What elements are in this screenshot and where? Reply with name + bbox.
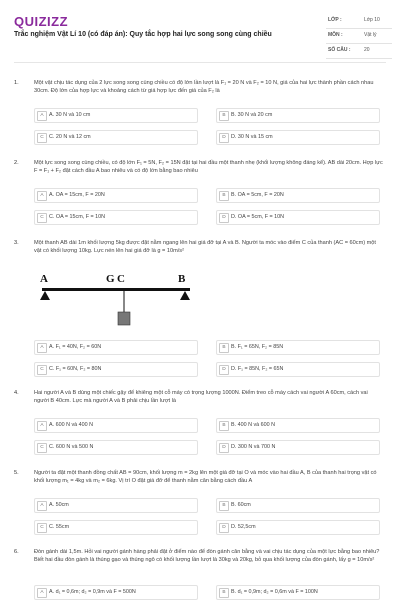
option-b[interactable]: [216, 340, 380, 355]
info-value: Vật lý: [364, 32, 377, 38]
option-label: A. 30 N và 10 cm: [49, 112, 91, 118]
option-label: A. F₁ = 40N, F₂ = 60N: [49, 344, 102, 350]
option-label: B. 400 N và 600 N: [231, 422, 276, 428]
option-key: B: [219, 191, 229, 201]
label-c: C: [117, 273, 125, 285]
info-count: [326, 44, 392, 59]
option-d[interactable]: [216, 210, 380, 225]
question-number: 5.: [14, 470, 19, 476]
option-key: C: [37, 443, 47, 453]
option-label: D. 300 N và 700 N: [231, 444, 276, 450]
option-key: A: [37, 111, 47, 121]
option-label: D. 30 N và 15 cm: [231, 134, 273, 140]
option-a[interactable]: [34, 498, 198, 513]
option-label: B. 60cm: [231, 502, 251, 508]
option-key: A: [37, 191, 47, 201]
info-label: LỚP :: [328, 17, 342, 23]
option-a[interactable]: [34, 340, 198, 355]
page-title: Trắc nghiệm Vật Lí 10 (có đáp án): Quy tắc hợp hai lực song song cùng chiều: [14, 31, 272, 38]
question-number: 3.: [14, 240, 19, 246]
option-b[interactable]: [216, 418, 380, 433]
option-b[interactable]: [216, 188, 380, 203]
info-class: [326, 14, 392, 29]
option-key: B: [219, 111, 229, 121]
label-b: B: [178, 273, 186, 285]
option-key: C: [37, 365, 47, 375]
option-label: B. d₁ = 0,9m; d₂ = 0,6m và F = 100N: [231, 589, 318, 595]
option-key: D: [219, 443, 229, 453]
divider: [14, 62, 386, 63]
beam-diagram: [38, 268, 198, 330]
option-label: A. 600 N và 400 N: [49, 422, 94, 428]
info-value: Lớp 10: [364, 17, 380, 23]
option-key: B: [219, 343, 229, 353]
support-b: [180, 291, 190, 300]
option-key: D: [219, 213, 229, 223]
option-c[interactable]: [34, 130, 198, 145]
question-text: Một vật chịu tác dụng của 2 lực song song cùng chiều có độ lớn lần lượt là F₁ = 20 N và F₂ = 10 N, giá của hai lực thành phần cách nhau 30cm. Độ lớn của hợp lực và khoảng cách từ giá hợp lực đến giá của F₂ là: [34, 80, 374, 94]
option-label: A. d₁ = 0,6m; d₂ = 0,9m và F = 500N: [49, 589, 136, 595]
option-c[interactable]: [34, 210, 198, 225]
logo: QUIZIZZ: [14, 14, 69, 29]
option-d[interactable]: [216, 362, 380, 377]
option-key: A: [37, 588, 47, 598]
label-g: G: [106, 273, 115, 285]
info-value: 20: [364, 47, 370, 53]
option-c[interactable]: [34, 440, 198, 455]
option-key: A: [37, 421, 47, 431]
question-text: Một thanh AB dài 1m khối lượng 5kg được đặt nằm ngang lên hai giá đỡ tại A và B. Người ta móc vào điểm C của thanh (AC = 60cm) một vật có khối lượng 10kg. Lực nén lên hai giá đỡ là g = 10m/s²: [34, 240, 376, 254]
question-number: 6.: [14, 549, 19, 555]
label-a: A: [40, 273, 48, 285]
option-key: B: [219, 421, 229, 431]
question-text: Hai người A và B dùng một chiếc gậy để khiêng một cỗ máy có trọng lượng 1000N. Điểm treo cỗ máy cách vai người A 60cm, cách vai người B 40cm. Lực mà người A và B phải chịu lần lượt là: [34, 390, 368, 404]
page-header: [0, 0, 400, 64]
option-c[interactable]: [34, 362, 198, 377]
option-a[interactable]: [34, 188, 198, 203]
info-subject: [326, 29, 392, 44]
option-label: A. OA = 15cm, F = 20N: [49, 192, 105, 198]
option-key: C: [37, 133, 47, 143]
beam: [42, 288, 190, 291]
option-b[interactable]: [216, 585, 380, 600]
question-number: 2.: [14, 160, 19, 166]
support-a: [40, 291, 50, 300]
info-label: SỐ CÂU :: [328, 47, 351, 53]
question-number: 1.: [14, 80, 19, 86]
option-key: D: [219, 365, 229, 375]
option-a[interactable]: [34, 108, 198, 123]
option-key: B: [219, 501, 229, 511]
option-label: D. 52,5cm: [231, 524, 256, 530]
option-label: B. OA = 5cm, F = 20N: [231, 192, 284, 198]
option-d[interactable]: [216, 130, 380, 145]
option-key: A: [37, 343, 47, 353]
option-key: B: [219, 588, 229, 598]
question-number: 4.: [14, 390, 19, 396]
question-text: Người ta đặt một thanh đồng chất AB = 90cm, khối lượng m = 2kg lên một giá đỡ tại O và móc vào hai đầu A, B của thanh hai trọng vật có khối lượng m₁ = 4kg và m₂ = 6kg. Vị trí O đặt giá đỡ để thanh nằm cân bằng cách đầu A: [34, 470, 377, 484]
question-text: Đòn gánh dài 1,5m. Hỏi vai người gánh hàng phải đặt ở điểm nào để đòn gánh cân bằng và vai chịu tác dụng của một lực bằng bao nhiêu? Biết hai đầu đòn gánh là thúng gạo và thúng ngô có khối lượng lần lượt là 30kg và 20kg, bỏ qua khối lượng của đòn gánh, lấy g = 10m/s²: [34, 549, 380, 563]
option-key: D: [219, 523, 229, 533]
option-label: B. F₁ = 65N, F₂ = 85N: [231, 344, 284, 350]
option-key: C: [37, 213, 47, 223]
option-c[interactable]: [34, 520, 198, 535]
option-label: D. F₁ = 85N, F₂ = 65N: [231, 366, 284, 372]
info-panel: [326, 14, 392, 59]
option-key: C: [37, 523, 47, 533]
hanging-weight: [118, 312, 130, 325]
option-a[interactable]: [34, 585, 198, 600]
option-label: D. OA = 5cm, F = 10N: [231, 214, 285, 220]
option-label: C. 55cm: [49, 524, 70, 530]
option-key: A: [37, 501, 47, 511]
option-d[interactable]: [216, 440, 380, 455]
option-d[interactable]: [216, 520, 380, 535]
option-b[interactable]: [216, 108, 380, 123]
option-label: C. 20 N và 12 cm: [49, 134, 91, 140]
option-label: C. 600 N và 500 N: [49, 444, 94, 450]
info-label: MÔN :: [328, 32, 343, 38]
option-label: B. 30 N và 20 cm: [231, 112, 273, 118]
option-label: A. 50cm: [49, 502, 69, 508]
option-label: C. OA = 15cm, F = 10N: [49, 214, 106, 220]
option-a[interactable]: [34, 418, 198, 433]
option-b[interactable]: [216, 498, 380, 513]
option-label: C. F₁ = 60N, F₂ = 80N: [49, 366, 102, 372]
option-key: D: [219, 133, 229, 143]
question-text: Một lực song song cùng chiều, có độ lớn F₁ = 5N, F₂ = 15N đặt tại hai đầu một thanh nhẹ (khối lượng không đáng kể). AB dài 20cm. Hợp lực F = F₁ + F₂ đặt cách đầu A bao nhiêu và có độ lớn bằng bao nhiêu: [34, 160, 383, 174]
